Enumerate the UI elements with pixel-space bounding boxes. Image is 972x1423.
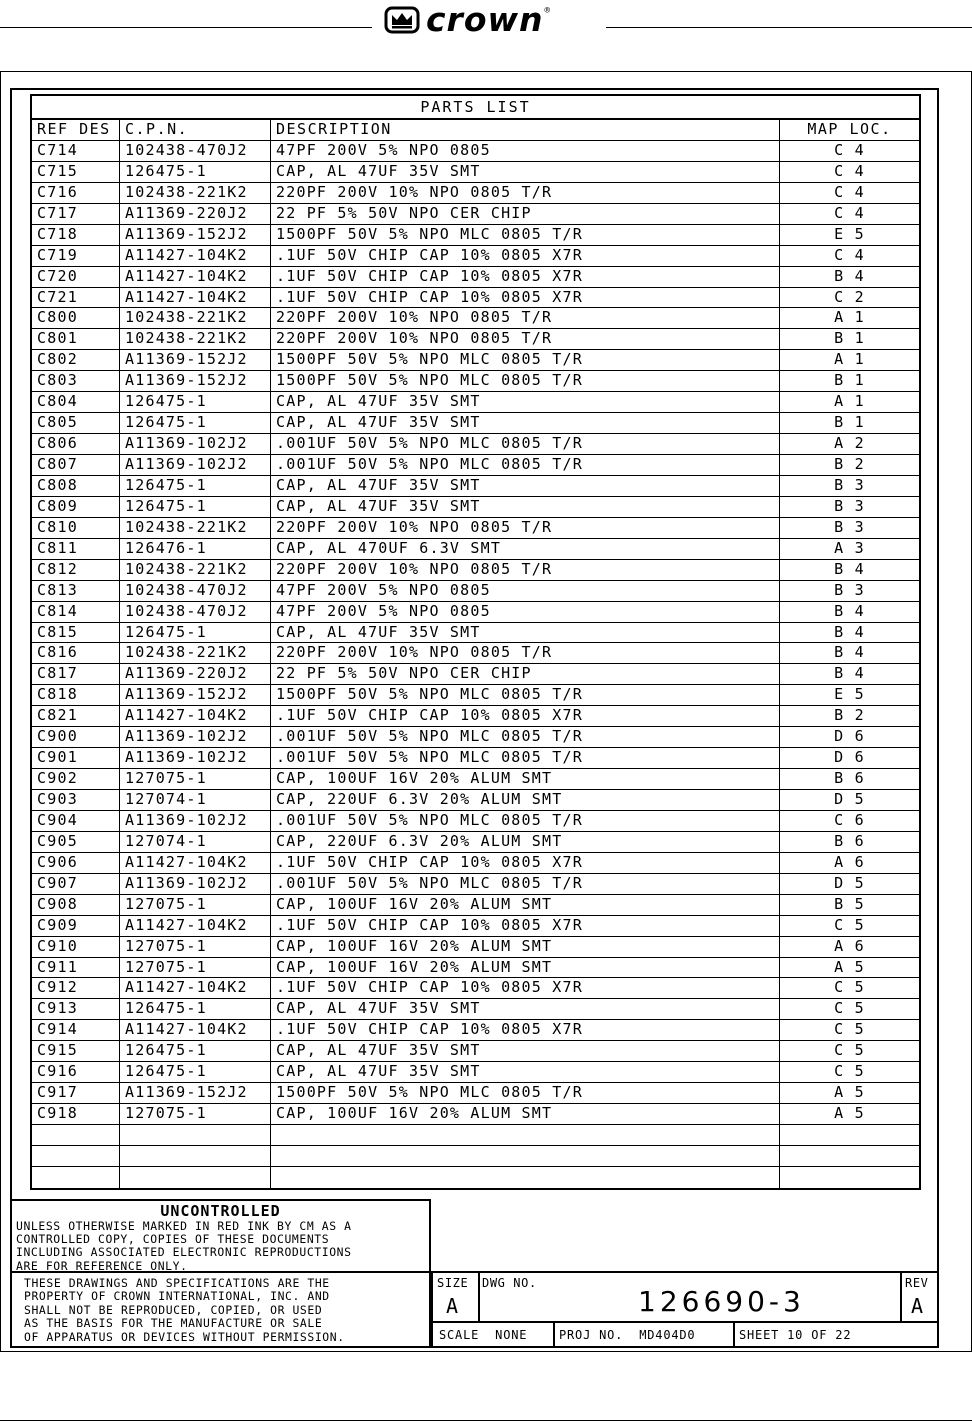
revision-label: REV: [905, 1276, 929, 1290]
cpn-cell: [120, 1125, 271, 1145]
table-row: [32, 916, 919, 937]
size-cell: [433, 1273, 480, 1321]
ref-des-cell: C908: [32, 895, 120, 915]
ref-des-cell: C717: [32, 204, 120, 224]
table-row: [32, 1167, 919, 1188]
column-header-description: DESCRIPTION: [271, 120, 780, 140]
map-loc-cell: B 3: [834, 517, 865, 536]
table-row: [32, 1104, 919, 1125]
table-row: [32, 560, 919, 581]
map-loc-cell: A 5: [834, 1083, 865, 1102]
ref-des-cell: C916: [32, 1062, 120, 1082]
description-cell: 220PF 200V 10% NPO 0805 T/R: [271, 518, 780, 538]
cpn-cell: A11369-152J2: [120, 1083, 271, 1103]
ref-des-cell: C818: [32, 685, 120, 705]
logo-wordmark: crown: [426, 0, 544, 39]
map-loc-cell: [780, 1146, 919, 1166]
cpn-cell: 102438-470J2: [120, 602, 271, 622]
map-loc-cell: A 6: [834, 852, 865, 871]
scale-cell: [433, 1323, 555, 1348]
table-row: [32, 329, 919, 350]
map-loc-cell: [780, 1167, 919, 1188]
cpn-cell: A11427-104K2: [120, 246, 271, 266]
description-cell: 220PF 200V 10% NPO 0805 T/R: [271, 643, 780, 663]
table-row: [32, 371, 919, 392]
cpn-cell: A11369-152J2: [120, 225, 271, 245]
cpn-cell: 126476-1: [120, 539, 271, 559]
cpn-cell: A11369-220J2: [120, 204, 271, 224]
ref-des-cell: C912: [32, 978, 120, 998]
table-row: [32, 204, 919, 225]
map-loc-cell: B 1: [834, 329, 865, 348]
ref-des-cell: C809: [32, 497, 120, 517]
table-row: [32, 392, 919, 413]
property-notice: THESE DRAWINGS AND SPECIFICATIONS ARE THE PROPERTY OF CROWN INTERNATIONAL, INC. AND SHALL NOT BE REPRODUCED, COPIED, OR USED AS THE BASIS FOR THE MANUFACTURE OR SALE OF APPARATUS OR DEVICES WITHOUT PERMISSION.: [10, 1271, 431, 1348]
description-cell: .1UF 50V CHIP CAP 10% 0805 X7R: [271, 1020, 780, 1040]
ref-des-cell: C816: [32, 643, 120, 663]
description-cell: .001UF 50V 5% NPO MLC 0805 T/R: [271, 811, 780, 831]
table-row: [32, 937, 919, 958]
cpn-cell: 126475-1: [120, 392, 271, 412]
table-row: [32, 1083, 919, 1104]
map-loc-cell: C 5: [834, 1062, 865, 1081]
header-rule-right: [606, 27, 972, 28]
cpn-cell: A11427-104K2: [120, 853, 271, 873]
ref-des-cell: C907: [32, 874, 120, 894]
cpn-cell: 127075-1: [120, 1104, 271, 1124]
table-row: [32, 497, 919, 518]
table-row: [32, 434, 919, 455]
title-block-top-row: [433, 1273, 937, 1323]
description-cell: [271, 1125, 780, 1145]
table-row: [32, 602, 919, 623]
description-cell: .1UF 50V CHIP CAP 10% 0805 X7R: [271, 978, 780, 998]
map-loc-cell: C 6: [834, 810, 865, 829]
table-row: [32, 978, 919, 999]
table-row: [32, 748, 919, 769]
map-loc-cell: D 6: [834, 748, 865, 767]
cpn-cell: A11427-104K2: [120, 978, 271, 998]
table-row: [32, 518, 919, 539]
map-loc-cell: B 6: [834, 769, 865, 788]
cpn-cell: A11369-102J2: [120, 811, 271, 831]
cpn-cell: A11427-104K2: [120, 916, 271, 936]
description-cell: .001UF 50V 5% NPO MLC 0805 T/R: [271, 434, 780, 454]
cpn-cell: A11369-102J2: [120, 727, 271, 747]
description-cell: CAP, 100UF 16V 20% ALUM SMT: [271, 1104, 780, 1124]
parts-list-table: [30, 94, 921, 1190]
ref-des-cell: C909: [32, 916, 120, 936]
map-loc-cell: C 5: [834, 915, 865, 934]
footer-rule: [0, 1420, 972, 1421]
table-row: [32, 288, 919, 309]
ref-des-cell: C814: [32, 602, 120, 622]
size-label: SIZE: [437, 1276, 469, 1290]
table-body: [32, 141, 919, 1188]
cpn-cell: [120, 1146, 271, 1166]
ref-des-cell: C803: [32, 371, 120, 391]
map-loc-cell: [780, 1125, 919, 1145]
map-loc-cell: B 3: [834, 475, 865, 494]
description-cell: 1500PF 50V 5% NPO MLC 0805 T/R: [271, 685, 780, 705]
ref-des-cell: C905: [32, 832, 120, 852]
revision-cell: [900, 1273, 937, 1321]
cpn-cell: A11427-104K2: [120, 706, 271, 726]
description-cell: .001UF 50V 5% NPO MLC 0805 T/R: [271, 874, 780, 894]
project-number-text: PROJ NO. MD404D0: [559, 1328, 696, 1342]
map-loc-cell: B 1: [834, 371, 865, 390]
table-row: [32, 183, 919, 204]
column-header-cpn: C.P.N.: [120, 120, 271, 140]
table-row: [32, 1020, 919, 1041]
cpn-cell: 127075-1: [120, 958, 271, 978]
map-loc-cell: C 5: [834, 999, 865, 1018]
description-cell: [271, 1167, 780, 1188]
description-cell: .001UF 50V 5% NPO MLC 0805 T/R: [271, 727, 780, 747]
description-cell: CAP, AL 47UF 35V SMT: [271, 413, 780, 433]
description-cell: 1500PF 50V 5% NPO MLC 0805 T/R: [271, 371, 780, 391]
drawing-number-cell: [478, 1273, 902, 1321]
ref-des-cell: C813: [32, 581, 120, 601]
ref-des-cell: [32, 1167, 120, 1188]
ref-des-cell: C902: [32, 769, 120, 789]
ref-des-cell: [32, 1146, 120, 1166]
description-cell: 47PF 200V 5% NPO 0805: [271, 141, 780, 161]
description-cell: 1500PF 50V 5% NPO MLC 0805 T/R: [271, 350, 780, 370]
table-row: [32, 413, 919, 434]
map-loc-cell: B 4: [834, 266, 865, 285]
crown-logo: [384, 2, 600, 38]
cpn-cell: A11369-152J2: [120, 350, 271, 370]
table-row: [32, 1125, 919, 1146]
cpn-cell: 126475-1: [120, 1062, 271, 1082]
description-cell: 47PF 200V 5% NPO 0805: [271, 581, 780, 601]
ref-des-cell: C807: [32, 455, 120, 475]
ref-des-cell: C904: [32, 811, 120, 831]
header-rule-left: [0, 27, 372, 28]
cpn-cell: A11427-104K2: [120, 1020, 271, 1040]
cpn-cell: 126475-1: [120, 623, 271, 643]
description-cell: CAP, 100UF 16V 20% ALUM SMT: [271, 895, 780, 915]
description-cell: CAP, AL 47UF 35V SMT: [271, 1041, 780, 1061]
ref-des-cell: C817: [32, 664, 120, 684]
column-header-ref-des: REF DES: [32, 120, 120, 140]
map-loc-cell: A 6: [834, 936, 865, 955]
drawing-number: 126690-3: [638, 1285, 805, 1318]
map-loc-cell: B 6: [834, 831, 865, 850]
table-row: [32, 685, 919, 706]
ref-des-cell: C810: [32, 518, 120, 538]
ref-des-cell: C804: [32, 392, 120, 412]
cpn-cell: 126475-1: [120, 999, 271, 1019]
ref-des-cell: C800: [32, 308, 120, 328]
table-row: [32, 1062, 919, 1083]
description-cell: CAP, AL 47UF 35V SMT: [271, 497, 780, 517]
ref-des-cell: C900: [32, 727, 120, 747]
cpn-cell: 102438-221K2: [120, 308, 271, 328]
table-row: [32, 895, 919, 916]
ref-des-cell: C910: [32, 937, 120, 957]
cpn-cell: 102438-221K2: [120, 183, 271, 203]
cpn-cell: A11369-220J2: [120, 664, 271, 684]
ref-des-cell: C815: [32, 623, 120, 643]
description-cell: .1UF 50V CHIP CAP 10% 0805 X7R: [271, 288, 780, 308]
cpn-cell: A11369-152J2: [120, 685, 271, 705]
map-loc-cell: B 3: [834, 496, 865, 515]
table-row: [32, 246, 919, 267]
cpn-cell: 102438-221K2: [120, 560, 271, 580]
description-cell: CAP, AL 47UF 35V SMT: [271, 162, 780, 182]
table-row: [32, 162, 919, 183]
cpn-cell: 126475-1: [120, 497, 271, 517]
map-loc-cell: B 4: [834, 601, 865, 620]
uncontrolled-notice: [10, 1199, 431, 1273]
map-loc-cell: B 5: [834, 894, 865, 913]
table-row: [32, 1041, 919, 1062]
map-loc-cell: A 2: [834, 434, 865, 453]
revision-value: A: [911, 1294, 924, 1318]
uncontrolled-text: UNLESS OTHERWISE MARKED IN RED INK BY CM AS A CONTROLLED COPY, COPIES OF THESE DOCUMENTS INCLUDING ASSOCIATED ELECTRONIC REPRODUCTIONS ARE FOR REFERENCE ONLY.: [16, 1219, 352, 1273]
cpn-cell: 102438-221K2: [120, 329, 271, 349]
ref-des-cell: C721: [32, 288, 120, 308]
map-loc-cell: B 4: [834, 622, 865, 641]
map-loc-cell: C 5: [834, 978, 865, 997]
uncontrolled-title: UNCONTROLLED: [160, 1202, 281, 1220]
table-row: [32, 664, 919, 685]
map-loc-cell: D 5: [834, 790, 865, 808]
map-loc-cell: B 2: [834, 455, 865, 473]
cpn-cell: 126475-1: [120, 413, 271, 433]
table-row: [32, 581, 919, 602]
ref-des-cell: C906: [32, 853, 120, 873]
table-row: [32, 706, 919, 727]
map-loc-cell: C 4: [834, 182, 865, 201]
description-cell: CAP, AL 47UF 35V SMT: [271, 1062, 780, 1082]
table-row: [32, 141, 919, 162]
table-row: [32, 455, 919, 476]
table-row: [32, 623, 919, 644]
cpn-cell: 127075-1: [120, 769, 271, 789]
description-cell: CAP, 100UF 16V 20% ALUM SMT: [271, 769, 780, 789]
title-block-bottom-row: [433, 1323, 937, 1348]
scale-text: SCALE NONE: [439, 1328, 528, 1342]
cpn-cell: A11427-104K2: [120, 267, 271, 287]
ref-des-cell: C719: [32, 246, 120, 266]
cpn-cell: 127075-1: [120, 937, 271, 957]
description-cell: .001UF 50V 5% NPO MLC 0805 T/R: [271, 455, 780, 475]
table-row: [32, 308, 919, 329]
cpn-cell: 102438-221K2: [120, 518, 271, 538]
description-cell: .1UF 50V CHIP CAP 10% 0805 X7R: [271, 267, 780, 287]
project-number-cell: [553, 1323, 735, 1348]
description-cell: 220PF 200V 10% NPO 0805 T/R: [271, 560, 780, 580]
map-loc-cell: A 1: [834, 350, 865, 369]
description-cell: CAP, AL 47UF 35V SMT: [271, 392, 780, 412]
description-cell: CAP, 220UF 6.3V 20% ALUM SMT: [271, 832, 780, 852]
map-loc-cell: A 5: [834, 957, 865, 976]
table-header-row: [32, 120, 919, 141]
description-cell: 220PF 200V 10% NPO 0805 T/R: [271, 329, 780, 349]
description-cell: CAP, AL 47UF 35V SMT: [271, 623, 780, 643]
table-row: [32, 874, 919, 895]
cpn-cell: A11369-102J2: [120, 748, 271, 768]
ref-des-cell: C901: [32, 748, 120, 768]
map-loc-cell: B 1: [834, 413, 865, 432]
map-loc-cell: B 2: [834, 706, 865, 725]
table-row: [32, 539, 919, 560]
ref-des-cell: C917: [32, 1083, 120, 1103]
description-cell: .1UF 50V CHIP CAP 10% 0805 X7R: [271, 916, 780, 936]
table-row: [32, 1146, 919, 1167]
cpn-cell: A11369-152J2: [120, 371, 271, 391]
map-loc-cell: A 3: [834, 538, 865, 557]
map-loc-cell: B 4: [834, 664, 865, 683]
table-row: [32, 769, 919, 790]
table-row: [32, 853, 919, 874]
ref-des-cell: C715: [32, 162, 120, 182]
ref-des-cell: C911: [32, 958, 120, 978]
table-row: [32, 643, 919, 664]
registered-mark: ®: [544, 6, 550, 16]
ref-des-cell: C801: [32, 329, 120, 349]
cpn-cell: 126475-1: [120, 476, 271, 496]
description-cell: CAP, 220UF 6.3V 20% ALUM SMT: [271, 790, 780, 810]
description-cell: [271, 1146, 780, 1166]
ref-des-cell: C714: [32, 141, 120, 161]
map-loc-cell: A 5: [834, 1104, 865, 1123]
cpn-cell: 127075-1: [120, 895, 271, 915]
description-cell: 47PF 200V 5% NPO 0805: [271, 602, 780, 622]
ref-des-cell: C806: [32, 434, 120, 454]
map-loc-cell: C 4: [834, 245, 865, 264]
cpn-cell: A11369-102J2: [120, 455, 271, 475]
map-loc-cell: B 4: [834, 643, 865, 662]
sheet-text: SHEET 10 OF 22: [739, 1328, 852, 1342]
description-cell: 220PF 200V 10% NPO 0805 T/R: [271, 308, 780, 328]
size-value: A: [446, 1294, 459, 1318]
map-loc-cell: D 6: [834, 727, 865, 746]
ref-des-cell: C716: [32, 183, 120, 203]
description-cell: 1500PF 50V 5% NPO MLC 0805 T/R: [271, 1083, 780, 1103]
cpn-cell: 102438-221K2: [120, 643, 271, 663]
drawing-number-label: DWG NO.: [482, 1276, 537, 1290]
ref-des-cell: C812: [32, 560, 120, 580]
cpn-cell: A11427-104K2: [120, 288, 271, 308]
description-cell: CAP, AL 47UF 35V SMT: [271, 999, 780, 1019]
description-cell: 22 PF 5% 50V NPO CER CHIP: [271, 664, 780, 684]
ref-des-cell: C915: [32, 1041, 120, 1061]
table-row: [32, 267, 919, 288]
table-row: [32, 727, 919, 748]
cpn-cell: 127074-1: [120, 790, 271, 810]
ref-des-cell: C914: [32, 1020, 120, 1040]
ref-des-cell: [32, 1125, 120, 1145]
column-header-map-loc: MAP LOC.: [807, 120, 892, 138]
map-loc-cell: D 5: [834, 873, 865, 892]
ref-des-cell: C903: [32, 790, 120, 810]
cpn-cell: 127074-1: [120, 832, 271, 852]
parts-list-title: PARTS LIST: [32, 96, 919, 120]
description-cell: .1UF 50V CHIP CAP 10% 0805 X7R: [271, 853, 780, 873]
description-cell: .001UF 50V 5% NPO MLC 0805 T/R: [271, 748, 780, 768]
ref-des-cell: C718: [32, 225, 120, 245]
table-row: [32, 832, 919, 853]
cpn-cell: [120, 1167, 271, 1188]
cpn-cell: 126475-1: [120, 1041, 271, 1061]
description-cell: CAP, 100UF 16V 20% ALUM SMT: [271, 958, 780, 978]
table-row: [32, 811, 919, 832]
table-row: [32, 476, 919, 497]
crown-emblem-icon: [384, 5, 420, 35]
map-loc-cell: B 4: [834, 559, 865, 578]
map-loc-cell: C 5: [834, 1020, 865, 1039]
table-row: [32, 350, 919, 371]
ref-des-cell: C720: [32, 267, 120, 287]
description-cell: 22 PF 5% 50V NPO CER CHIP: [271, 204, 780, 224]
map-loc-cell: C 4: [834, 203, 865, 222]
description-cell: 220PF 200V 10% NPO 0805 T/R: [271, 183, 780, 203]
cpn-cell: 126475-1: [120, 162, 271, 182]
cpn-cell: A11369-102J2: [120, 434, 271, 454]
ref-des-cell: C802: [32, 350, 120, 370]
ref-des-cell: C811: [32, 539, 120, 559]
cpn-cell: 102438-470J2: [120, 141, 271, 161]
ref-des-cell: C918: [32, 1104, 120, 1124]
table-row: [32, 790, 919, 811]
table-row: [32, 225, 919, 246]
map-loc-cell: E 5: [834, 685, 865, 704]
description-cell: CAP, AL 47UF 35V SMT: [271, 476, 780, 496]
cpn-cell: A11369-102J2: [120, 874, 271, 894]
map-loc-cell: A 1: [834, 308, 865, 327]
map-loc-cell: E 5: [834, 224, 865, 243]
map-loc-cell: C 2: [834, 287, 865, 306]
ref-des-cell: C913: [32, 999, 120, 1019]
map-loc-cell: C 4: [834, 161, 865, 180]
description-cell: 1500PF 50V 5% NPO MLC 0805 T/R: [271, 225, 780, 245]
ref-des-cell: C808: [32, 476, 120, 496]
description-cell: CAP, 100UF 16V 20% ALUM SMT: [271, 937, 780, 957]
map-loc-cell: C 5: [834, 1041, 865, 1060]
ref-des-cell: C821: [32, 706, 120, 726]
table-row: [32, 999, 919, 1020]
description-cell: CAP, AL 470UF 6.3V SMT: [271, 539, 780, 559]
table-row: [32, 958, 919, 979]
sheet-cell: [733, 1323, 937, 1348]
map-loc-cell: A 1: [834, 392, 865, 411]
map-loc-cell: C 4: [834, 140, 865, 159]
title-block: [431, 1271, 939, 1348]
cpn-cell: 102438-470J2: [120, 581, 271, 601]
description-cell: .1UF 50V CHIP CAP 10% 0805 X7R: [271, 706, 780, 726]
description-cell: .1UF 50V CHIP CAP 10% 0805 X7R: [271, 246, 780, 266]
map-loc-cell: B 3: [834, 580, 865, 599]
ref-des-cell: C805: [32, 413, 120, 433]
